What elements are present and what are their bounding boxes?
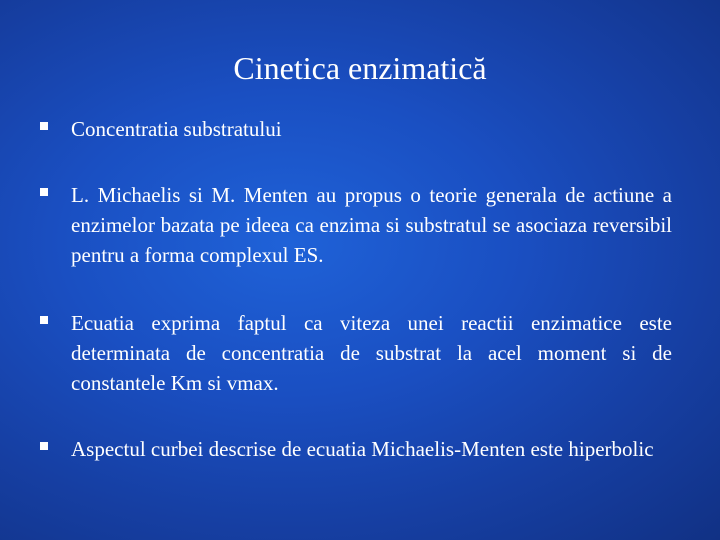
square-bullet-icon [40,114,71,130]
square-bullet-icon [40,434,71,450]
square-bullet-icon [40,308,71,324]
bullet-text: Aspectul curbei descrise de ecuatia Michaelis-Menten este hiperbolic [71,437,654,461]
slide-title: Cinetica enzimatică [233,50,487,86]
bullet-text: Ecuatia exprima faptul ca viteza unei reactii enzimatice este determinata de concentratia de substrat la acel moment si de constantele Km si vmax. [71,311,672,395]
bullet-item [40,308,672,398]
bullet-item [40,180,672,270]
bullet-text: L. Michaelis si M. Menten au propus o teorie generala de actiune a enzimelor bazata pe ideea ca enzima si substratul se asociaza reversibil pentru a forma complexul ES. [71,183,672,267]
bullet-text: Concentratia substratului [71,117,282,141]
square-bullet-icon [40,180,71,196]
bullet-item [40,114,672,144]
bullet-item [40,434,672,464]
